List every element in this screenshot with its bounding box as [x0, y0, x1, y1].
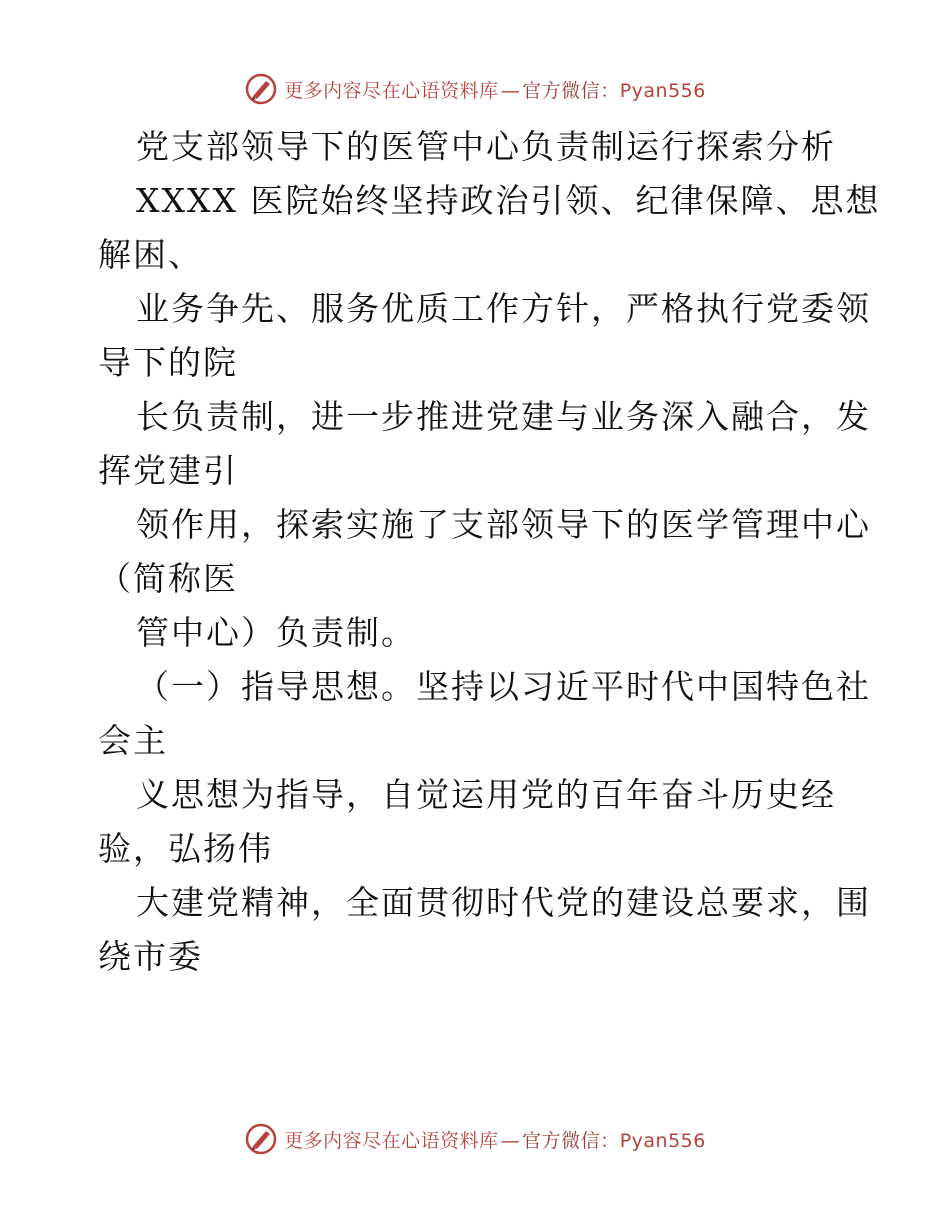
banner-text	[284, 1126, 706, 1153]
text-line: 长负责制，进一步推进党建与业务深入融合，发	[136, 397, 871, 436]
banner-slogan: 更多内容尽在心语资料库	[284, 79, 499, 102]
text-line: 会主	[98, 721, 168, 760]
wechat-label: 官方微信：	[522, 79, 620, 102]
document-body	[98, 120, 881, 984]
pen-logo-icon	[244, 72, 278, 106]
wechat-label: 官方微信：	[522, 1129, 620, 1152]
text-line: 验，弘扬伟	[98, 829, 273, 868]
pen-logo-icon	[244, 1122, 278, 1156]
text-line: XXXX 医院始终坚持政治引领、纪律保障、思想	[136, 181, 881, 220]
banner-text	[284, 76, 706, 103]
text-line: 解困、	[98, 235, 203, 274]
banner-slogan: 更多内容尽在心语资料库	[284, 1129, 499, 1152]
text-line: 导下的院	[98, 343, 238, 382]
text-line: 领作用，探索实施了支部领导下的医学管理中心	[136, 505, 871, 544]
text-line: 绕市委	[98, 937, 203, 976]
banner-separator: —	[500, 79, 521, 102]
text-line: （简称医	[98, 559, 238, 598]
wechat-id: Pyan556	[619, 1129, 706, 1152]
footer-banner	[0, 1122, 950, 1156]
header-banner	[0, 72, 950, 106]
text-line: 挥党建引	[98, 451, 238, 490]
text-line: 义思想为指导，自觉运用党的百年奋斗历史经	[136, 775, 836, 814]
text-line: 管中心）负责制。	[136, 613, 416, 652]
banner-separator: —	[500, 1129, 521, 1152]
text-line: 大建党精神，全面贯彻时代党的建设总要求，围	[136, 883, 871, 922]
wechat-id: Pyan556	[619, 79, 706, 102]
text-line: （一）指导思想。坚持以习近平时代中国特色社	[136, 667, 871, 706]
text-line: 党支部领导下的医管中心负责制运行探索分析	[136, 127, 836, 166]
text-line: 业务争先、服务优质工作方针，严格执行党委领	[136, 289, 871, 328]
